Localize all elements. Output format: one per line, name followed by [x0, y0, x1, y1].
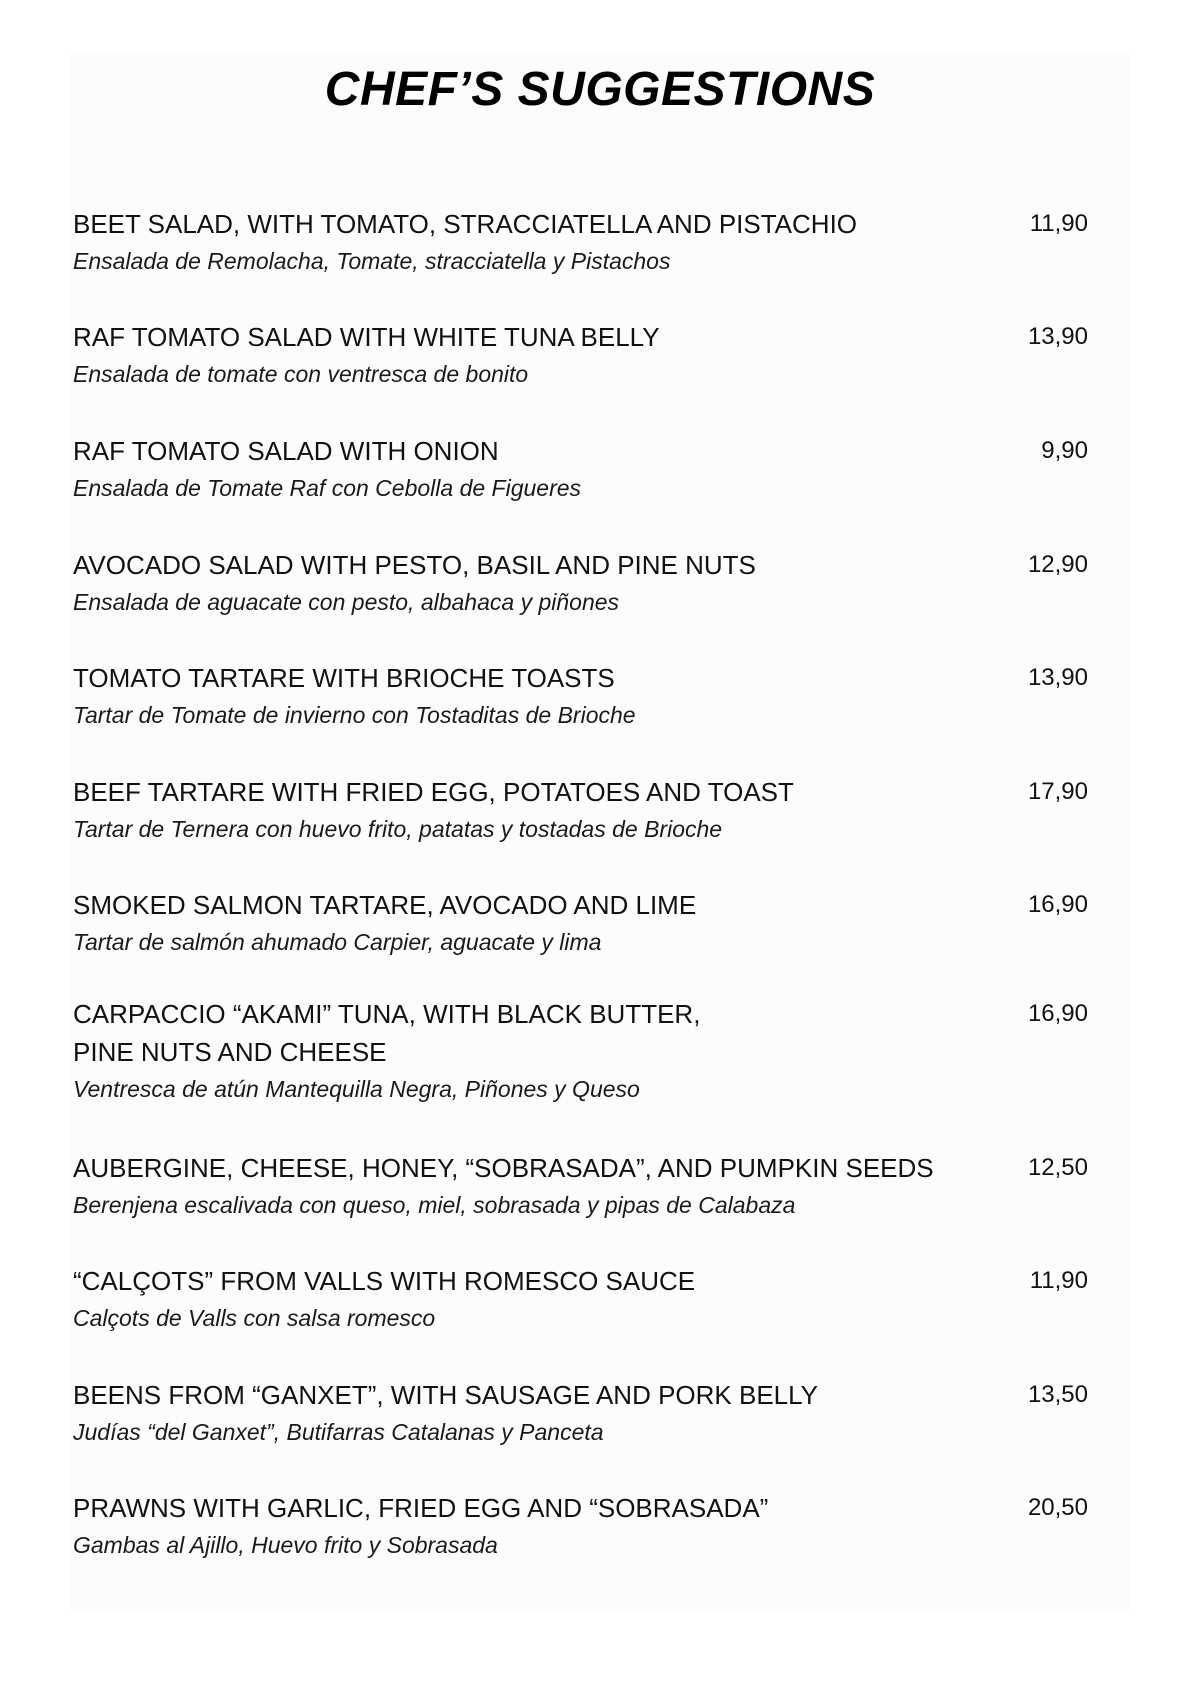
dish-description: Gambas al Ajillo, Huevo frito y Sobrasada [73, 1532, 498, 1558]
menu-item [73, 886, 1088, 961]
dish-description: Judías “del Ganxet”, Butifarras Catalanas y Panceta [73, 1419, 604, 1445]
dish-description: Ensalada de aguacate con pesto, albahaca y piñones [73, 589, 620, 615]
dish-price: 20,50 [1027, 1494, 1088, 1521]
dish-price: 12,50 [1027, 1154, 1088, 1181]
menu-item [73, 432, 1088, 507]
dish-name: BEET SALAD, WITH TOMATO, STRACCIATELLA AND PISTACHIO [73, 209, 858, 239]
menu-item [73, 773, 1088, 848]
menu-item [73, 659, 1088, 734]
dish-description: Tartar de salmón ahumado Carpier, aguacate y lima [73, 929, 602, 955]
dish-price: 17,90 [1027, 778, 1088, 805]
dish-price: 13,90 [1027, 323, 1088, 350]
dish-name: “CALÇOTS” FROM VALLS WITH ROMESCO SAUCE [73, 1266, 696, 1296]
menu-item [73, 1262, 1088, 1337]
dish-name: BEENS FROM “GANXET”, WITH SAUSAGE AND PORK BELLY [73, 1380, 818, 1410]
menu-item [73, 1489, 1088, 1564]
dish-name: RAF TOMATO SALAD WITH ONION [73, 436, 499, 466]
menu-item [73, 995, 1088, 1108]
dish-name: RAF TOMATO SALAD WITH WHITE TUNA BELLY [73, 322, 660, 352]
menu-item [73, 318, 1088, 393]
dish-description: Ensalada de Remolacha, Tomate, stracciatella y Pistachos [73, 248, 671, 274]
page-title: CHEF’S SUGGESTIONS [324, 63, 876, 116]
dish-price: 13,90 [1027, 664, 1088, 691]
dish-description: Tartar de Tomate de invierno con Tostaditas de Brioche [73, 702, 636, 728]
dish-price: 13,50 [1027, 1381, 1088, 1408]
dish-name: PRAWNS WITH GARLIC, FRIED EGG AND “SOBRASADA” [73, 1493, 769, 1523]
dish-description: Berenjena escalivada con queso, miel, sobrasada y pipas de Calabaza [73, 1192, 796, 1218]
menu-item [73, 1149, 1088, 1224]
dish-name: AUBERGINE, CHEESE, HONEY, “SOBRASADA”, AND PUMPKIN SEEDS [73, 1153, 934, 1183]
dish-description: Ventresca de atún Mantequilla Negra, Piñones y Queso [73, 1076, 640, 1102]
dish-price: 16,90 [1027, 891, 1088, 918]
dish-description: Calçots de Valls con salsa romesco [73, 1305, 436, 1331]
dish-name: SMOKED SALMON TARTARE, AVOCADO AND LIME [73, 890, 697, 920]
menu-item [73, 546, 1088, 621]
dish-price: 12,90 [1027, 551, 1088, 578]
dish-description: Ensalada de Tomate Raf con Cebolla de Figueres [73, 475, 582, 501]
menu-item [73, 1376, 1088, 1451]
dish-price: 9,90 [1041, 437, 1088, 464]
dish-price: 11,90 [1029, 210, 1088, 237]
dish-name: TOMATO TARTARE WITH BRIOCHE TOASTS [73, 663, 615, 693]
dish-description: Ensalada de tomate con ventresca de bonito [73, 361, 529, 387]
dish-name: CARPACCIO “AKAMI” TUNA, WITH BLACK BUTTER, PINE NUTS AND CHEESE [73, 999, 701, 1067]
dish-description: Tartar de Ternera con huevo frito, patatas y tostadas de Brioche [73, 816, 723, 842]
dish-name: BEEF TARTARE WITH FRIED EGG, POTATOES AND TOAST [73, 777, 794, 807]
dish-price: 11,90 [1029, 1267, 1088, 1294]
dish-name: AVOCADO SALAD WITH PESTO, BASIL AND PINE NUTS [73, 550, 756, 580]
menu-item [73, 205, 1088, 280]
dish-price: 16,90 [1027, 1000, 1088, 1027]
